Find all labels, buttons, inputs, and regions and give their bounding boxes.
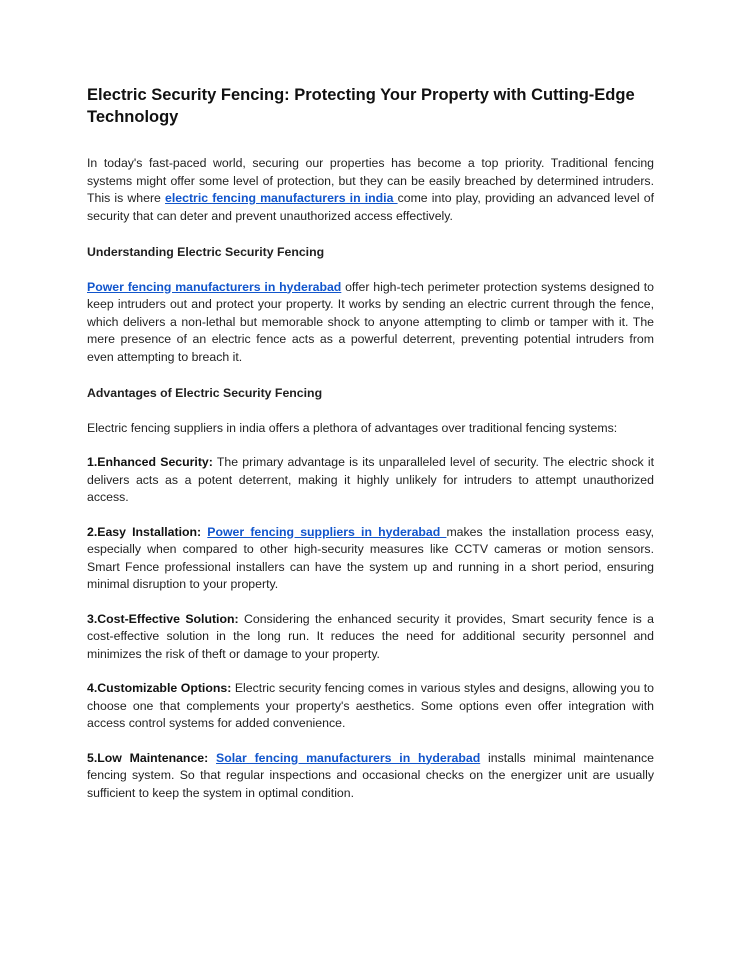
intro-paragraph xyxy=(87,155,654,225)
advantage-item-customizable xyxy=(87,680,654,733)
understanding-text: offer high-tech perimeter protection systems designed to keep intruders out and protect your property. It works by sending an electric current through the fence, which delivers a non-lethal but memorable shock to anyone attempting to climb or tamper with it. The mere presence of an electric fence acts as a powerful deterrent, preventing potential intruders from even attempting to breach it. xyxy=(87,279,654,364)
advantage-text: makes the installation process easy, especially when compared to other high-security measures like CCTV cameras or motion sensors. Smart Fence professional installers can have the system up and running in a short period, ensuring minimal disruption to your property. xyxy=(87,524,654,591)
link-solar-fencing-manufacturers-hyderabad[interactable]: Solar fencing manufacturers in hyderabad xyxy=(216,750,481,765)
advantage-item-low-maintenance xyxy=(87,750,654,803)
advantage-item-cost-effective xyxy=(87,611,654,664)
advantage-lead: 3.Cost-Effective Solution: xyxy=(87,611,239,626)
heading-understanding: Understanding Electric Security Fencing xyxy=(87,245,325,259)
advantage-text: installs minimal maintenance fencing system. So that regular inspections and occasional checks on the energizer unit are usually sufficient to keep the system in optimal condition. xyxy=(87,750,654,800)
advantage-item-easy-installation xyxy=(87,524,654,594)
advantage-text: Considering the enhanced security it provides, Smart security fence is a cost-effective solution in the long run. It reduces the need for additional security personnel and minimizes the risk of theft or damage to your property. xyxy=(87,611,655,661)
link-electric-fencing-manufacturers-india[interactable]: electric fencing manufacturers in india xyxy=(165,191,398,205)
advantage-text: Electric security fencing comes in various styles and designs, allowing you to choose one that complements your property's aesthetics. Some options even offer integration with access control systems for added convenience. xyxy=(87,681,654,730)
document-page xyxy=(87,84,654,802)
link-power-fencing-manufacturers-hyderabad[interactable]: Power fencing manufacturers in hyderabad xyxy=(87,279,342,294)
intro-text-after: come into play, providing an advanced level of security that can deter and prevent unauthorized access effectively. xyxy=(87,191,654,223)
advantage-text: The primary advantage is its unparalleled level of security. The electric shock it delivers acts as a potent deterrent, making it highly unlikely for intruders to attempt unauthorized access. xyxy=(87,455,654,504)
advantage-lead: 5.Low Maintenance: xyxy=(87,750,209,765)
document-title: Electric Security Fencing: Protecting Your Property with Cutting-Edge Technology xyxy=(87,86,635,126)
heading-advantages: Advantages of Electric Security Fencing xyxy=(87,386,323,400)
advantage-lead: 2.Easy Installation: xyxy=(87,524,202,539)
advantage-item-enhanced-security xyxy=(87,454,654,507)
understanding-paragraph xyxy=(87,279,654,367)
advantage-lead: 4.Customizable Options: xyxy=(87,681,232,695)
link-power-fencing-suppliers-hyderabad[interactable]: Power fencing suppliers in hyderabad xyxy=(207,524,447,539)
advantages-intro-paragraph: Electric fencing suppliers in india offers a plethora of advantages over traditional fencing systems: xyxy=(87,420,618,435)
advantage-lead: 1.Enhanced Security: xyxy=(87,455,213,469)
intro-text-before: In today's fast-paced world, securing our properties has become a top priority. Traditional fencing systems might offer some level of protection, but they can be easily breached by determined intruders. This is where xyxy=(87,156,654,205)
